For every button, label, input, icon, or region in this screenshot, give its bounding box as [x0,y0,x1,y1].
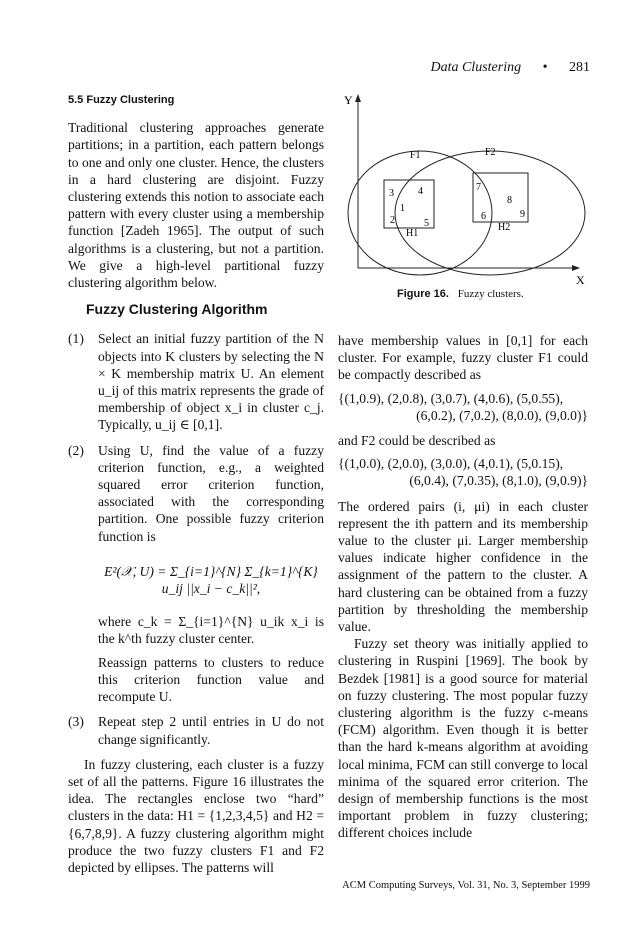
algorithm-steps [68,330,324,747]
set-line: {(1,0.0), (2,0.0), (3,0.0), (4,0.1), (5,0.15), [338,456,564,472]
y-axis-label: Y [344,93,353,107]
intro-paragraph: Traditional clustering approaches generate partitions; in a partition, each pattern belongs to one and only one cluster. Hence, the clusters in a hard clustering are disjoint. Fuzzy clustering extends this notion to associate each pattern with every cluster using a membership function [Zadeh 1965]. The output of such algorithms is a clustering, but not a partition. We give a high-level partitional fuzzy clustering algorithm below. [68,120,324,291]
f1-membership-set [338,390,588,424]
caption-label: Figure 16. [397,288,449,300]
section-heading: 5.5 Fuzzy Clustering [68,94,175,106]
step-number: (1) [68,331,84,347]
pattern-point: 4 [418,186,423,197]
algorithm-title: Fuzzy Clustering Algorithm [86,301,268,318]
step-number: (3) [68,714,84,730]
cluster-center-definition: where c_k = Σ_{i=1}^{N} u_ik x_i is the k^th fuzzy cluster center. [98,614,324,647]
right-column [338,332,588,842]
fuzzy-cluster-f1-ellipse [348,151,492,275]
step-text: Select an initial fuzzy partition of the N objects into K clusters by selecting the N × K membership matrix U. An element u_ij of this matrix represents the grade of membership of object x_i in cluster c_j. Typically, u_ij ∈ [0,1]. [98,331,324,433]
f1-label: F1 [410,150,421,161]
step-text: Repeat step 2 until entries in U do not change significantly. [98,714,324,747]
journal-section-title: Data Clustering [430,60,522,75]
x-axis-arrow [572,265,580,271]
algorithm-step-2 [68,442,324,706]
caption-text: Fuzzy clusters. [457,288,524,300]
f2-label: F2 [485,147,496,158]
figure-caption [397,288,524,300]
pattern-point: 3 [389,188,394,199]
pattern-point: 2 [390,215,395,226]
f2-intro-paragraph: and F2 could be described as [338,433,496,449]
pattern-point: 8 [507,195,512,206]
header-bullet: • [542,60,548,75]
algorithm-step-3 [68,713,324,747]
pattern-point: 7 [476,182,481,193]
set-line: (6,0.4), (7,0.35), (8,1.0), (9,0.9)} [409,473,588,489]
left-column [68,92,324,876]
page-number: 281 [569,60,590,75]
pattern-point: 6 [481,211,486,222]
reassign-text: Reassign patterns to clusters to reduce this criterion function value and recompute U. [98,654,324,705]
x-axis-label: X [576,273,585,287]
step-text: Using U, find the value of a fuzzy criterion function, e.g., a weighted squared error criterion function, associated with the corresponding partition. One possible fuzzy criterion function is [98,442,324,544]
ordered-pairs-paragraph: The ordered pairs (i, μi) in each cluster represent the ith pattern and its membership value to the cluster μi. Larger membership values indicate higher confidence in the assignment of the pattern to the cluster. A hard clustering can be obtained from a fuzzy partition by thresholding the membership value. [338,498,588,635]
figure-16 [340,88,590,288]
fuzzy-cluster-f2-ellipse [395,151,585,275]
journal-footer: ACM Computing Surveys, Vol. 31, No. 3, September 1999 [342,880,590,891]
y-axis-arrow [355,94,361,102]
set-line: {(1,0.9), (2,0.8), (3,0.7), (4,0.6), (5,0.55), [338,390,564,406]
f2-membership-set [338,455,588,489]
fuzzy-clusters-diagram [340,88,590,288]
pattern-point: 9 [520,209,525,220]
step-number: (2) [68,442,84,458]
h1-label: H1 [406,228,419,239]
pattern-point: 1 [400,203,405,214]
algorithm-step-1 [68,330,324,433]
fuzzy-clusters-paragraph: In fuzzy clustering, each cluster is a fuzzy set of all the patterns. Figure 16 illustrates the idea. The rectangles enclose two “hard” clusters in the data: H1 = {1,2,3,4,5} and H2 = {6,7,8,9}. A fuzzy clustering algorithm might produce the two fuzzy clusters F1 and F2 depicted by ellipses. The patterns will [68,756,324,875]
pattern-point: 5 [424,218,429,229]
h2-label: H2 [498,222,511,233]
criterion-equation: E²(𝒳, U) = Σ_{i=1}^{N} Σ_{k=1}^{K} u_ij ||x_i − c_k||², [104,563,318,597]
set-line: (6,0.2), (7,0.2), (8,0.0), (9,0.0)} [416,407,588,423]
fuzzy-theory-paragraph: Fuzzy set theory was initially applied to clustering in Ruspini [1969]. The book by Bezdek [1981] is a good source for material on fuzzy clustering. The most popular fuzzy clustering algorithm is the fuzzy c-means (FCM) algorithm. Even though it is better than the hard k-means algorithm at avoiding local minima, FCM can still converge to local minima of the squared error criterion. The design of membership functions is the most important problem in fuzzy clustering; different choices include [338,636,588,841]
f1-intro-paragraph: have membership values in [0,1] for each cluster. For example, fuzzy cluster F1 could be compactly described as [338,333,588,383]
running-header [430,60,590,76]
